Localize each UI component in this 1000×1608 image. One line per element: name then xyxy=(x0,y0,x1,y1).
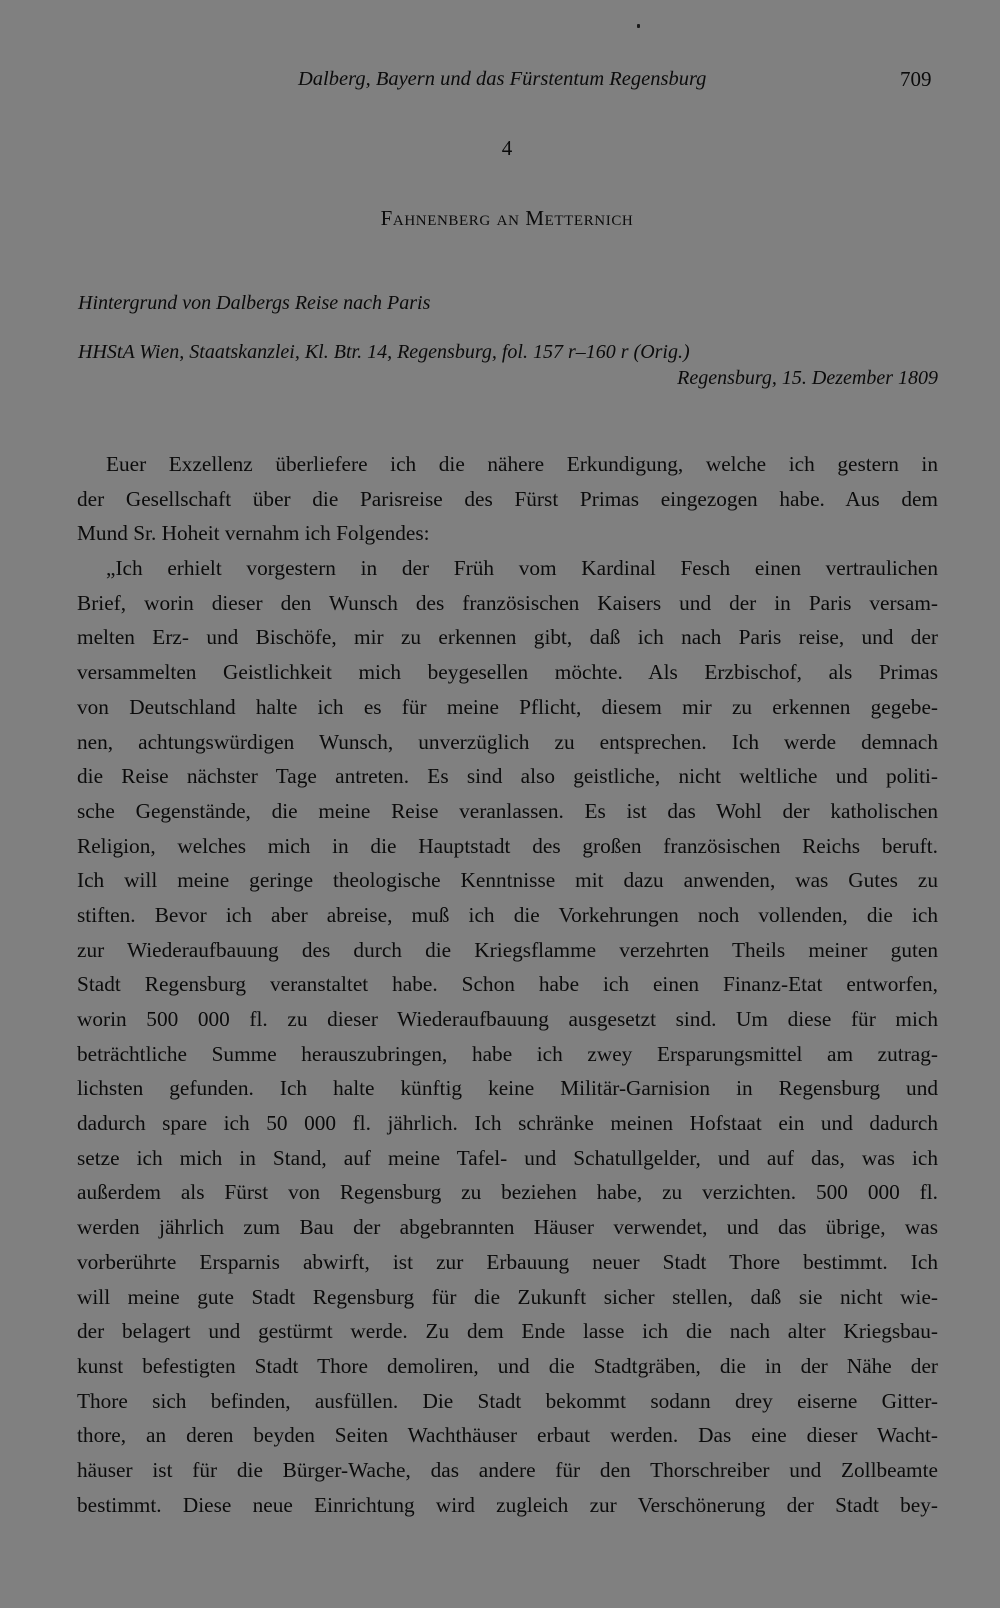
page-number: 709 xyxy=(900,67,932,91)
body-line: nen, achtungswürdigen Wunsch, unverzüglich zu entsprechen. Ich werde demnach xyxy=(77,729,938,754)
ink-speck xyxy=(637,24,640,28)
body-line: thore, an deren beyden Seiten Wachthäuser erbaut werden. Das eine dieser Wacht- xyxy=(77,1423,938,1448)
body-line: lichsten gefunden. Ich halte künftig keine Militär-Garnision in Regensburg und xyxy=(77,1076,938,1101)
document-title: Fahnenberg an Metternich xyxy=(380,206,634,230)
body-line: will meine gute Stadt Regensburg für die Zukunft sicher stellen, daß sie nicht wie- xyxy=(77,1284,938,1309)
body-line: der belagert und gestürmt werde. Zu dem Ende lasse ich die nach alter Kriegsbau- xyxy=(77,1319,938,1344)
body-line: häuser ist für die Bürger-Wache, das andere für den Thorschreiber und Zollbeamte xyxy=(77,1457,938,1482)
place-and-date: Regensburg, 15. Dezember 1809 xyxy=(677,367,938,389)
body-line: setze ich mich in Stand, auf meine Tafel- und Schatullgelder, und auf das, was ich xyxy=(77,1145,938,1170)
document-number: 4 xyxy=(501,136,513,160)
body-line: dadurch spare ich 50 000 fl. jährlich. Ich schränke meinen Hofstaat ein und dadurch xyxy=(77,1111,938,1136)
body-line: der Gesellschaft über die Parisreise des Fürst Primas eingezogen habe. Aus dem xyxy=(77,486,938,511)
letter-body xyxy=(77,447,938,1522)
body-line: beträchtliche Summe herauszubringen, habe ich zwey Ersparungsmittel am zutrag- xyxy=(77,1041,938,1066)
body-line: kunst befestigten Stadt Thore demoliren, und die Stadtgräben, die in der Nähe der xyxy=(77,1353,938,1378)
body-line: Religion, welches mich in die Hauptstadt des großen französischen Reichs beruft. xyxy=(77,833,938,858)
body-line: vorberührte Ersparnis abwirft, ist zur Erbauung neuer Stadt Thore bestimmt. Ich xyxy=(77,1249,938,1274)
body-line: melten Erz- und Bischöfe, mir zu erkennen gibt, daß ich nach Paris reise, und der xyxy=(77,625,938,650)
body-line: versammelten Geistlichkeit mich beygesellen möchte. Als Erzbischof, als Primas xyxy=(77,660,938,685)
body-line: Ich will meine geringe theologische Kenntnisse mit dazu anwenden, was Gutes zu xyxy=(77,868,938,893)
archival-source: HHStA Wien, Staatskanzlei, Kl. Btr. 14, Regensburg, fol. 157 r–160 r (Orig.) xyxy=(78,341,690,363)
body-line: Mund Sr. Hoheit vernahm ich Folgendes: xyxy=(77,521,430,546)
body-line: Brief, worin dieser den Wunsch des französischen Kaisers und der in Paris versam- xyxy=(77,590,938,615)
body-line: Thore sich befinden, ausfüllen. Die Stadt bekommt sodann drey eiserne Gitter- xyxy=(77,1388,938,1413)
body-line: die Reise nächster Tage antreten. Es sind also geistliche, nicht weltliche und politi- xyxy=(77,764,938,789)
running-header-title: Dalberg, Bayern und das Fürstentum Regensburg xyxy=(298,68,707,90)
body-line: sche Gegenstände, die meine Reise veranlassen. Es ist das Wohl der katholischen xyxy=(77,798,938,823)
body-line: Stadt Regensburg veranstaltet habe. Schon habe ich einen Finanz-Etat entworfen, xyxy=(77,972,938,997)
body-line: Euer Exzellenz überliefere ich die nähere Erkundigung, welche ich gestern in xyxy=(106,452,938,476)
body-line: werden jährlich zum Bau der abgebrannten Häuser verwendet, und das übrige, was xyxy=(77,1215,938,1240)
body-line: „Ich erhielt vorgestern in der Früh vom Kardinal Fesch einen vertraulichen xyxy=(106,556,938,581)
body-line: zur Wiederaufbauung des durch die Kriegsflamme verzehrten Theils meiner guten xyxy=(77,937,938,962)
body-line: bestimmt. Diese neue Einrichtung wird zugleich zur Verschönerung der Stadt bey- xyxy=(77,1492,938,1517)
body-line: von Deutschland halte ich es für meine Pflicht, diesem mir zu erkennen gegebe- xyxy=(77,694,938,719)
body-line: außerdem als Fürst von Regensburg zu beziehen habe, zu verzichten. 500 000 fl. xyxy=(77,1180,938,1205)
document-subject: Hintergrund von Dalbergs Reise nach Paris xyxy=(78,292,431,314)
body-line: worin 500 000 fl. zu dieser Wiederaufbauung ausgesetzt sind. Um diese für mich xyxy=(77,1007,938,1031)
body-line: stiften. Bevor ich aber abreise, muß ich die Vorkehrungen noch vollenden, die ich xyxy=(77,902,938,927)
